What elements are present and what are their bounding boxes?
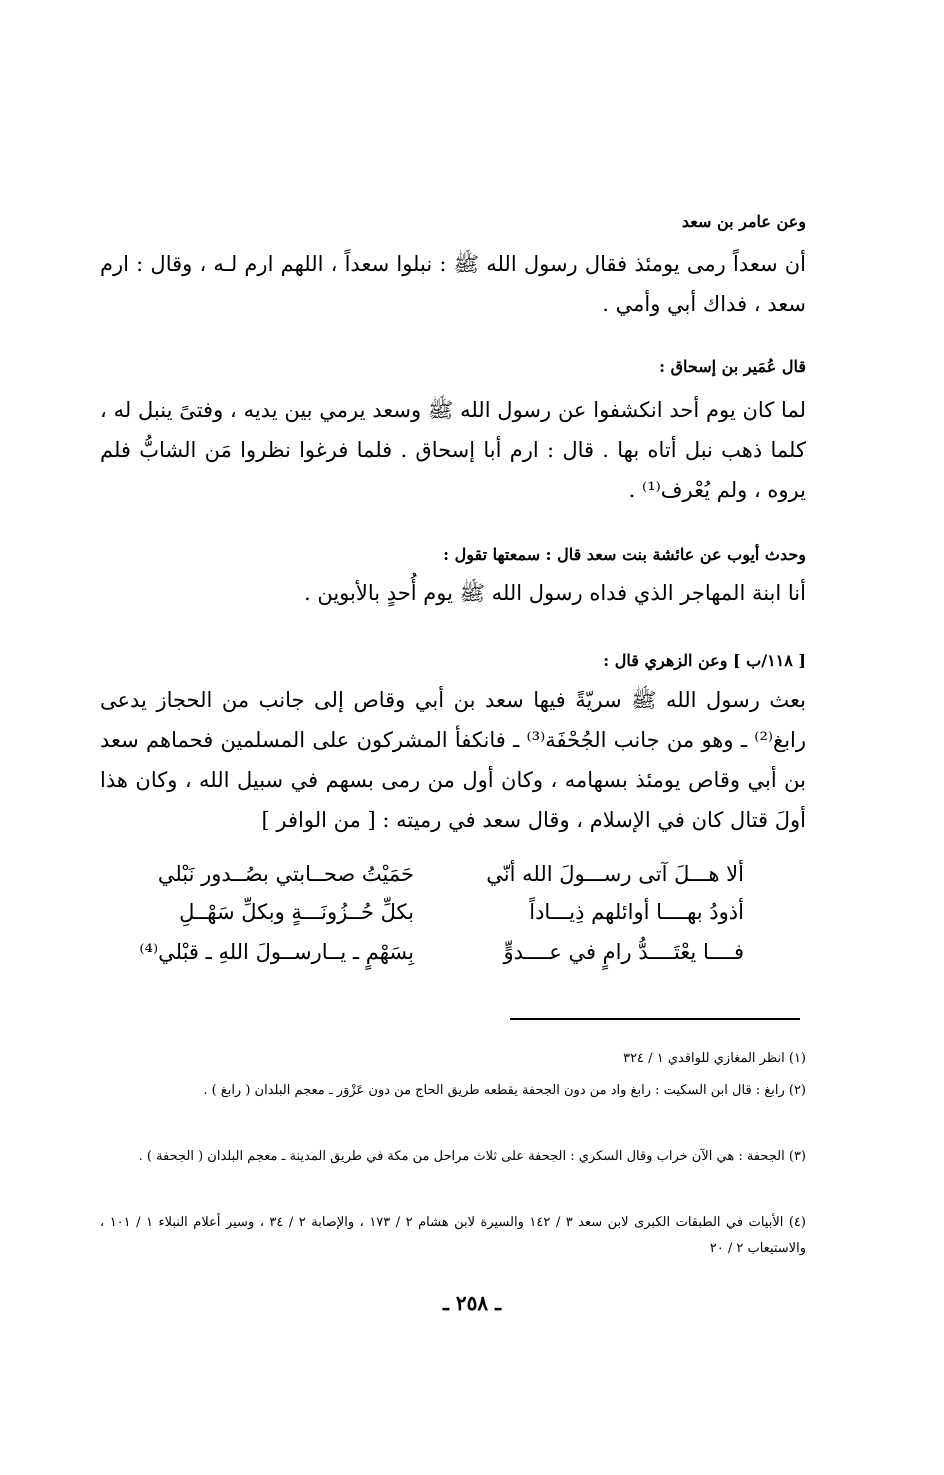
page-number: ـ ٢٥٨ ـ (443, 1291, 501, 1315)
section-heading-zuhri: [ ١١٨/ب ] وعن الزهري قال : (603, 651, 806, 670)
section-heading-amir: وعن عامر بن سعد (681, 212, 806, 231)
footnote-1: (١) انظر المغازي للواقدي ١ / ٣٢٤ (623, 1051, 806, 1066)
footnote-2: (٢) رابغ : قال ابن السكيت : رابغ واد من دون الجحفة يقطعه طريق الحاج من دون عَزْوَر ـ معجم البلدان ( رابغ ) . (203, 1083, 806, 1098)
poem-verse-3-second-hemistich: بِسَهْمٍ ـ يــارســولَ اللهِ ـ قبْلي⁽⁴⁾ (139, 940, 414, 964)
poem-verse-1-first-hemistich: ألا هـــلَ آتى رســـولَ الله أنّي (486, 862, 744, 886)
poem-verse-2-first-hemistich: أذودُ بهــــا أوائلهم ذِيـــاداً (529, 900, 744, 924)
footnote-4: (٤) الأبيات في الطبقات الكبرى لابن سعد ٣ / ١٤٢ والسيرة لابن هشام ٢ / ١٧٣ ، والإصابة ٢ / ٣٤ ، وسير أعلام النبلاء ١ / ١٠١ ، والاستيعاب ٢ / ٢٠ (100, 1215, 806, 1256)
paragraph-saad-archery: أن سعداً رمى يومئذ فقال رسول الله ﷺ : نبلوا سعداً ، اللهم ارم لـه ، وقال : ارم سعد ، فداك أبي وأمي . (100, 252, 806, 316)
footnote-3: (٣) الجحفة : هي الآن خراب وقال السكري : الجحفة على ثلاث مراحل من مكة في طريق المدينة ـ معجم البلدان ( الجحفة ) . (138, 1149, 806, 1164)
poem-verse-3-first-hemistich: فــــا يعْتَــــدُّ رامٍ في عــــدوٍّ (503, 940, 744, 964)
poem-verse-2-second-hemistich: بكلِّ حُــزُونَـــةٍ وبكلِّ سَهْــلِ (179, 900, 414, 924)
paragraph-uhud: لما كان يوم أحد انكشفوا عن رسول الله ﷺ وسعد يرمي بين يديه ، وفتىً ينبل له ، كلما ذهب نبل أتاه بها . قال : ارم أبا إسحاق . فلما فرغوا نظروا مَن الشابُّ فلم يروه ، ولم يُعْرف⁽¹⁾ . (100, 398, 806, 502)
section-heading-ayyub: وحدث أيوب عن عائشة بنت سعد قال : سمعتها تقول : (443, 545, 806, 564)
poem-verse-1-second-hemistich: حَمَيْتُ صحــابتي بصُــدور نَبْلي (157, 862, 414, 886)
paragraph-expedition: بعث رسول الله ﷺ سريّةً فيها سعد بن أبي وقاص إلى جانب من الحجاز يدعى رابغ⁽²⁾ ـ وهو من جانب الجُحْفَة⁽³⁾ ـ فانكفأ المشركون على المسلمين فحماهم سعد بن أبي وقاص يومئذ بسهامه ، وكان أول من رمى بسهم في سبيل الله ، وكان هذا أولَ قتال كان في الإسلام ، وقال سعد في رميته : [ من الوافر ] (100, 688, 807, 832)
section-heading-umair: قال عُمَير بن إسحاق : (659, 357, 806, 376)
footnote-separator (510, 1018, 800, 1020)
paragraph-aisha: أنا ابنة المهاجر الذي فداه رسول الله ﷺ يوم أُحدٍ بالأبوين . (303, 581, 806, 605)
